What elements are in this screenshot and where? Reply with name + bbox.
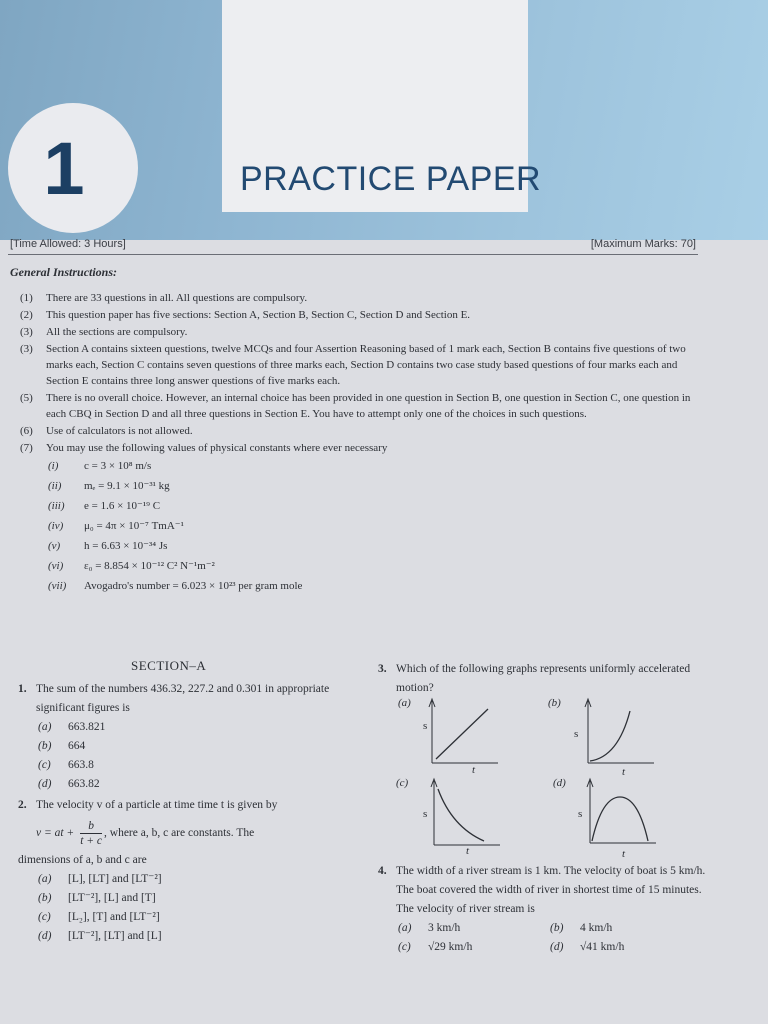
- paper-number-badge: [8, 103, 138, 233]
- question-number: 4.: [378, 865, 387, 877]
- graph-x-label: t: [622, 766, 626, 778]
- formula-denominator: t + c: [80, 834, 103, 847]
- option-value: [LT⁻²], [LT] and [L]: [68, 930, 162, 942]
- constant-value: Avogadro's number = 6.023 × 10²³ per gram mole: [84, 580, 303, 592]
- instruction-text: Use of calculators is not allowed.: [46, 425, 193, 437]
- constant-item: [48, 517, 302, 536]
- option: [18, 756, 358, 775]
- graph-label: (a): [398, 697, 411, 709]
- question-text: The velocity v of a particle at time time t is given by: [36, 799, 278, 811]
- constant-value: e = 1.6 × 10⁻¹⁹ C: [84, 500, 161, 512]
- option: [18, 927, 358, 946]
- option: [398, 938, 550, 957]
- question-text: Which of the following graphs represents uniformly accelerated motion?: [396, 663, 691, 694]
- option: [18, 737, 358, 756]
- constant-value: μ₀ = 4π × 10⁻⁷ TmA⁻¹: [84, 520, 184, 532]
- instruction-text: Section A contains sixteen questions, twelve MCQs and four Assertion Reasoning based of 1 mark each, Section B contains five questions of two marks each, Section C contains seven questions of three marks each, Section D contains two case study based questions of four marks each and Section E contains three long answer questions of five marks each.: [46, 343, 686, 387]
- instruction-text: This question paper has five sections: Section A, Section B, Section C, Section D and Section E.: [46, 309, 471, 321]
- question-4: [378, 862, 718, 919]
- option-value: √41 km/h: [580, 941, 625, 953]
- instruction-number: (3): [20, 326, 33, 338]
- graph-a: [420, 695, 500, 771]
- question-1: [18, 680, 358, 718]
- formula-fraction: [80, 819, 102, 848]
- option-label: (d): [550, 941, 564, 953]
- option: [18, 775, 358, 794]
- constant-item: [48, 537, 302, 556]
- instruction-text: There is no overall choice. However, an internal choice has been provided in one question in Section B, one question in Section C, one question in each CBQ in Section D and all three questions in Section E. You have to attempt only one of the choices in such questions.: [46, 392, 691, 420]
- maximum-marks: [Maximum Marks: 70]: [590, 238, 696, 250]
- left-column: [18, 680, 358, 946]
- constant-number: (vi): [48, 560, 64, 572]
- question-4-block: [378, 862, 718, 957]
- option: [550, 919, 702, 938]
- instruction-item: [20, 423, 708, 439]
- graph-x-label: t: [466, 845, 470, 857]
- option-value: 663.821: [68, 721, 106, 733]
- option-value: 4 km/h: [580, 922, 613, 934]
- option: [18, 870, 358, 889]
- option-label: (b): [38, 892, 52, 904]
- graph-x-label: t: [622, 848, 626, 860]
- graph-y-label: s: [423, 720, 428, 732]
- question-text: The width of a river stream is 1 km. The velocity of boat is 5 km/h. The boat covered the width of river in shortest time of 15 minutes. The velocity of river stream is: [396, 865, 706, 915]
- option-label: (a): [38, 873, 52, 885]
- option: [550, 938, 702, 957]
- option-label: (d): [38, 778, 52, 790]
- constant-item: [48, 577, 302, 596]
- option: [18, 718, 358, 737]
- options-grid: [378, 919, 718, 957]
- instruction-number: (1): [20, 292, 33, 304]
- option-label: (d): [38, 930, 52, 942]
- option-label: (b): [38, 740, 52, 752]
- instruction-number: (5): [20, 392, 33, 404]
- question-number: 2.: [18, 799, 27, 811]
- general-instructions-heading: General Instructions:: [10, 265, 118, 279]
- graph-y-label: s: [578, 808, 583, 820]
- instruction-number: (2): [20, 309, 33, 321]
- option-value: [L₂], [T] and [LT⁻²]: [68, 911, 160, 923]
- formula-numerator: b: [80, 819, 102, 834]
- formula: [18, 815, 358, 851]
- instruction-item: [20, 290, 708, 306]
- option-label: (c): [38, 911, 51, 923]
- constants-list: [48, 457, 302, 597]
- question-number: 3.: [378, 663, 387, 675]
- question-text: The sum of the numbers 436.32, 227.2 and 0.301 in appropriate significant figures is: [36, 683, 330, 714]
- instruction-number: (7): [20, 442, 33, 454]
- option-label: (a): [398, 922, 412, 934]
- option-value: 664: [68, 740, 86, 752]
- question-number: 1.: [18, 683, 27, 695]
- graph-d: [584, 775, 664, 851]
- instruction-item: [20, 390, 708, 422]
- instruction-item: [20, 341, 708, 389]
- option-label: (b): [550, 922, 564, 934]
- option-value: 663.8: [68, 759, 94, 771]
- time-allowed: [Time Allowed: 3 Hours]: [10, 238, 126, 250]
- question-2: [18, 796, 358, 815]
- graph-c: [420, 775, 500, 851]
- paper-number: 1: [43, 126, 85, 210]
- constant-number: (i): [48, 460, 59, 472]
- graph-label: (b): [548, 697, 561, 709]
- option-value: 3 km/h: [428, 922, 461, 934]
- page-title: PRACTICE PAPER: [240, 160, 542, 198]
- instruction-item: [20, 440, 708, 456]
- graph-y-label: s: [574, 728, 579, 740]
- instruction-number: (3): [20, 343, 33, 355]
- formula-rest: , where a, b, c are constants. The: [104, 826, 255, 839]
- option: [18, 889, 358, 908]
- instruction-text: There are 33 questions in all. All questions are compulsory.: [46, 292, 308, 304]
- option-value: [LT⁻²], [L] and [T]: [68, 892, 156, 904]
- graph-x-label: t: [472, 764, 476, 776]
- instruction-text: All the sections are compulsory.: [46, 326, 188, 338]
- constant-number: (iii): [48, 500, 65, 512]
- question-3: [378, 660, 718, 698]
- constant-number: (vii): [48, 580, 67, 592]
- instruction-text: You may use the following values of physical constants where ever necessary: [46, 442, 388, 454]
- option-value: 663.82: [68, 778, 100, 790]
- instructions-list: [20, 290, 708, 598]
- constant-value: h = 6.63 × 10⁻³⁴ Js: [84, 540, 168, 552]
- graph-b: [578, 695, 658, 771]
- instruction-item: [20, 307, 708, 323]
- right-column: [378, 660, 718, 698]
- option-value: √29 km/h: [428, 941, 473, 953]
- constant-number: (ii): [48, 480, 62, 492]
- constant-item: [48, 477, 302, 496]
- constant-value: ε₀ = 8.854 × 10⁻¹² C² N⁻¹m⁻²: [84, 560, 215, 572]
- constant-item: [48, 457, 302, 476]
- instruction-number: (6): [20, 425, 33, 437]
- graph-label: (c): [396, 777, 409, 789]
- option-label: (a): [38, 721, 52, 733]
- question-text-continued: dimensions of a, b and c are: [18, 854, 147, 866]
- option-value: [L], [LT] and [LT⁻²]: [68, 873, 162, 885]
- graph-label: (d): [553, 777, 566, 789]
- constant-number: (v): [48, 540, 61, 552]
- constants-container: [20, 457, 708, 597]
- option: [398, 919, 550, 938]
- constant-value: mₑ = 9.1 × 10⁻³¹ kg: [84, 480, 170, 492]
- constant-item: [48, 497, 302, 516]
- header-divider: [8, 254, 698, 255]
- option: [18, 908, 358, 927]
- constant-number: (iv): [48, 520, 64, 532]
- option-label: (c): [398, 941, 411, 953]
- instruction-item: [20, 324, 708, 340]
- constant-value: c = 3 × 10⁸ m/s: [84, 460, 152, 472]
- section-heading: SECTION–A: [131, 658, 207, 673]
- constant-item: [48, 557, 302, 576]
- option-label: (c): [38, 759, 51, 771]
- graph-y-label: s: [423, 808, 428, 820]
- formula-lhs: v = at +: [36, 826, 75, 839]
